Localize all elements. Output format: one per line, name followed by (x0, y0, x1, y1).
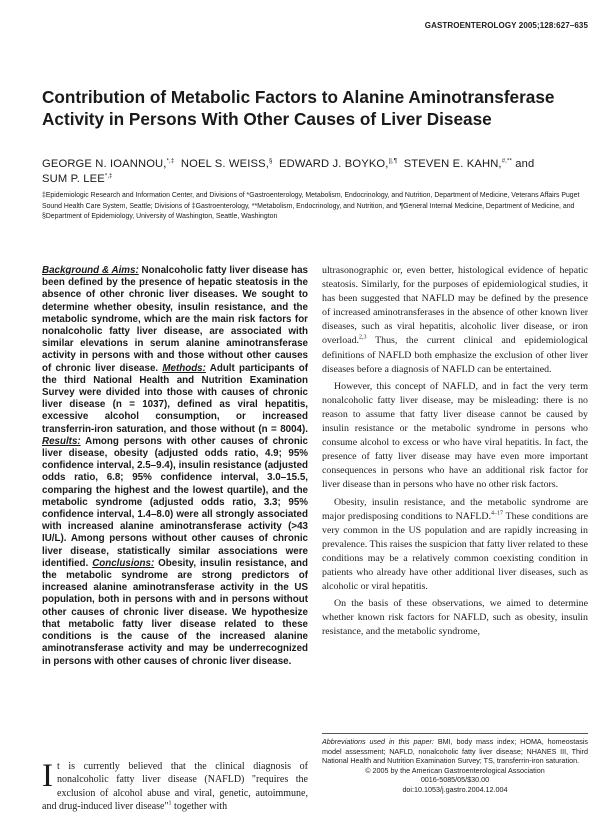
article-title: Contribution of Metabolic Factors to Alanine Aminotransferase Activity in Persons With Other Causes of Liver Disease (42, 87, 555, 129)
issn: 0016-5085/05/$30.00 (420, 775, 490, 785)
footnote (322, 737, 588, 795)
author-name: EDWARD J. BOYKO, (279, 158, 389, 170)
citation-mark: 2,3 (359, 335, 367, 342)
author-affiliation-mark: ||,¶ (388, 158, 398, 165)
abstract (42, 265, 308, 668)
paragraph-text: ultrasonographic or, even better, histological evidence of hepatic steatosis. Similarly, for the purposes of epidemiological studies, it has been suggested that NAFLD may be defined by the presence of increased aminotransferases in the absence of other known liver diseases, such as viral hepatitis, alcoholic liver disease, or iron overload. (322, 265, 588, 347)
paragraph-text: These conditions are very common in the US population and are rapidly increasing in prevalence. This raises the suspicion that fatty liver related to these conditions may be a relatively common coexisting condition in patients who already have other additional liver diseases, such as alcoholic or viral hepatitis. (322, 510, 588, 593)
author-list (42, 157, 582, 187)
affiliations: ‡Epidemiologic Research and Information Center, and Divisions of *Gastroenterology, Metabolism, Endocrinology, and Nutrition, Department of Medicine, Veterans Affairs Puget Sound Health Care System, Seattle; Divisions of ‡Gastroenterology, **Metabolism, Endocrinology, and Nutrition, and ¶General Internal Medicine, Department of Medicine, and §Department of Epidemiology, University of Washington, Seattle, Washington (42, 192, 580, 220)
abstract-results-label: Results: (42, 435, 81, 447)
abstract-background-text: Nonalcoholic fatty liver disease has been defined by the presence of hepatic steatosis in the absence of other chronic liver diseases. We sought to determine whether obesity, insulin resistance, and the metabolic syndrome, which are the main risk factors for nonalcoholic fatty liver disease, are associated with similar elevations in serum alanine aminotransferase activity in persons with and those without other causes of chronic liver disease. (42, 265, 309, 374)
author-conjunction: and (515, 158, 535, 170)
doi: doi:10.1053/j.gastro.2004.12.004 (402, 784, 508, 794)
citation-mark: 1 (168, 800, 172, 807)
footnote-divider (322, 733, 588, 734)
author-name: SUM P. LEE (42, 173, 105, 185)
body-paragraph (322, 496, 588, 595)
introduction-paragraph (42, 760, 308, 813)
body-paragraph: On the basis of these observations, we aimed to determine whether known risk factors for NAFLD, such as obesity, insulin resistance, and the metabolic syndrome, (322, 598, 588, 638)
paragraph-text: Obesity, insulin resistance, and the metabolic syndrome are major predisposing conditions to NAFLD. (322, 496, 588, 522)
body-paragraph (322, 264, 588, 377)
author-affiliation-mark: *,‡ (104, 173, 113, 180)
paragraph-text: Thus, the current clinical and epidemiological definitions of NAFLD both emphasize the exclusion of other liver diseases before a diagnosis of NAFLD can be entertained. (322, 335, 588, 375)
author-name: NOEL S. WEISS, (180, 158, 269, 170)
intro-text-end: together with (171, 800, 228, 812)
abbreviations (322, 737, 588, 766)
citation-mark: 4–17 (490, 510, 503, 517)
abstract-methods-text: Adult participants of the third National Health and Nutrition Examination Survey were divided into those with causes of chronic liver disease (n = 1037), defined as viral hepatitis, excessive alcohol consumption, or increased transferrin-iron saturation, and those without (n = 8004). (42, 362, 309, 435)
abstract-results-text: Among persons with other causes of chronic liver disease, obesity (adjusted odds ratio, 4.9; 95% confidence interval, 2.5–9.4), insulin resistance (adjusted odds ratio, 6.8; 95% confidence interval, 3.0–15.5, comparing the highest and the lowest quartile), and the metabolic syndrome (adjusted odds ratio, 3.3; 95% confidence interval, 1.4–8.0) were all strongly associated with increased alanine aminotransferase activity (>43 IU/L). Among persons without other causes of chronic liver disease, statistically similar associations were identified. (42, 435, 308, 569)
journal-citation: GASTROENTEROLOGY 2005;128:627–635 (424, 21, 588, 30)
author-name: GEORGE N. IOANNOU, (42, 158, 167, 170)
author-affiliation-mark: *,‡ (166, 158, 175, 165)
drop-cap: I (42, 758, 53, 794)
body-column-right (322, 264, 588, 639)
abbreviations-text: BMI, body mass index; HOMA, homeostasis model assessment; NAFLD, nonalcoholic fatty liver disease; NHANES III, Third National Health and Nutrition Examination Survey; TS, transferrin-iron saturation. (322, 737, 588, 766)
author-affiliation-mark: #,** (501, 158, 512, 165)
intro-text: t is currently believed that the clinical diagnosis of nonalcoholic fatty liver disease (NAFLD) "requires the exclusion of alcohol abuse and viral, genetic, autoimmune, and drug-induced liver disease" (42, 761, 308, 812)
author-name: STEVEN E. KAHN, (403, 158, 502, 170)
abstract-conclusions-label: Conclusions: (92, 557, 155, 569)
abstract-methods-label: Methods: (162, 362, 206, 374)
abbreviations-label: Abbreviations used in this paper: (322, 737, 434, 746)
abstract-background-label: Background & Aims: (42, 265, 139, 276)
abstract-conclusions-text: Obesity, insulin resistance, and the metabolic syndrome are strong predictors of increased alanine aminotransferase activity in the US population, both in persons with and in persons without other causes of chronic liver disease. We hypothesize that metabolic fatty liver disease related to these conditions is the cause of the increased alanine aminotransferase activity and may be underrecognized in persons with other causes of chronic liver disease. (42, 557, 308, 667)
body-paragraph: However, this concept of NAFLD, and in fact the very term nonalcoholic fatty liver disease, may be misleading: there is no reason to assume that fatty liver disease cannot be caused by insulin resistance or the metabolic syndrome in persons who consume alcohol to excess or who have viral hepatitis. In fact, the presence of fatty liver disease may have even more important consequences in persons who have an additional risk factor for liver disease than in persons who have no other risk factors. (322, 380, 588, 491)
author-affiliation-mark: § (268, 158, 273, 165)
copyright: © 2005 by the American Gastroenterological Association (365, 765, 545, 775)
